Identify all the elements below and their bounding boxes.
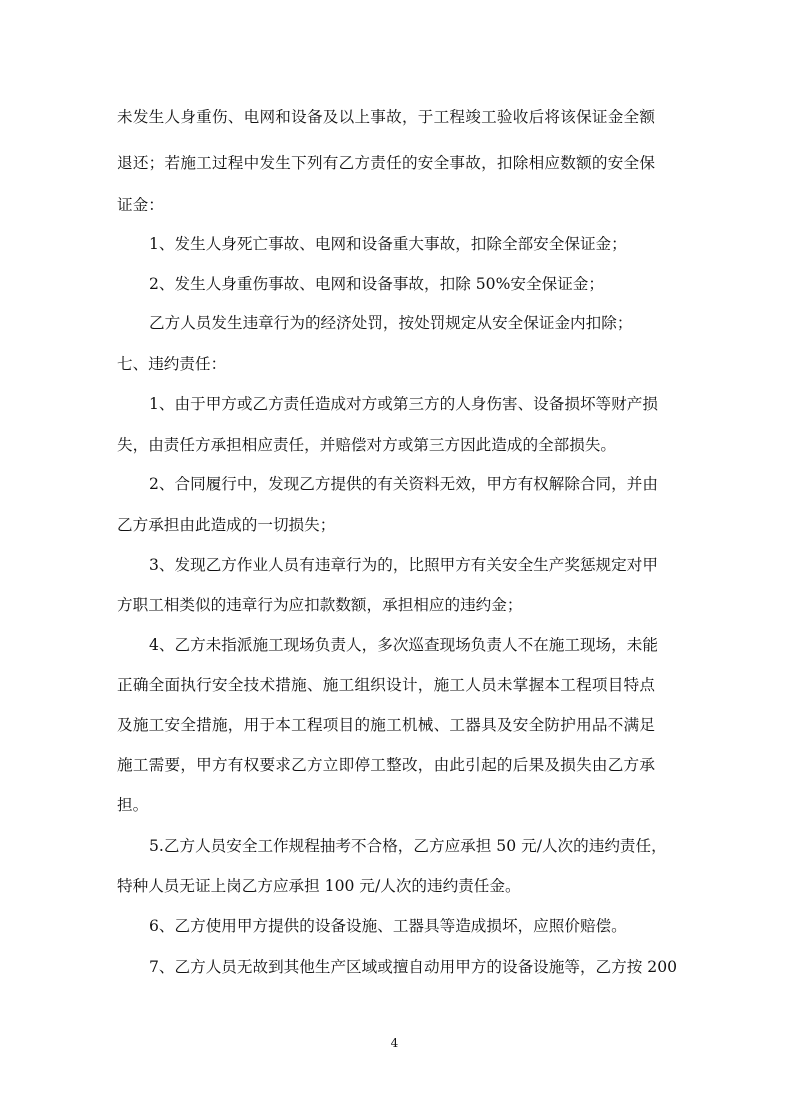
text-line: 正确全面执行安全技术措施、施工组织设计，施工人员未掌握本工程项目特点 (117, 676, 655, 694)
section-heading: 七、违约责任： (117, 355, 227, 373)
page-number: 4 (390, 1036, 399, 1050)
text-line: 方职工相类似的违章行为应扣款数额，承担相应的违约金； (117, 596, 523, 614)
list-item: 3、发现乙方作业人员有违章行为的，比照甲方有关安全生产奖惩规定对甲 (149, 556, 658, 574)
list-item: 1、由于甲方或乙方责任造成对方或第三方的人身伤害、设备损坏等财产损 (149, 395, 658, 413)
list-item: 7、乙方人员无故到其他生产区域或擅自动用甲方的设备设施等，乙方按 200 (149, 958, 678, 976)
list-item: 1、发生人身死亡事故、电网和设备重大事故，扣除全部安全保证金； (149, 235, 627, 253)
list-item: 2、合同履行中，发现乙方提供的有关资料无效，甲方有权解除合同，并由 (149, 475, 658, 493)
list-item: 6、乙方使用甲方提供的设备设施、工器具等造成损坏，应照价赔偿。 (149, 917, 627, 935)
list-item: 4、乙方未指派施工现场负责人，多次巡查现场负责人不在施工现场，未能 (149, 636, 658, 654)
text-line: 乙方人员发生违章行为的经济处罚，按处罚规定从安全保证金内扣除； (149, 314, 633, 332)
list-item: 2、发生人身重伤事故、电网和设备事故，扣除 50%安全保证金； (149, 275, 604, 293)
text-line: 退还；若施工过程中发生下列有乙方责任的安全事故，扣除相应数额的安全保 (117, 154, 655, 172)
text-line: 失，由责任方承担相应责任，并赔偿对方或第三方因此造成的全部损失。 (117, 436, 617, 454)
text-line: 担。 (117, 796, 149, 814)
list-item: 5.乙方人员安全工作规程抽考不合格，乙方应承担 50 元/人次的违约责任， (149, 837, 667, 855)
text-line: 乙方承担由此造成的一切损失； (117, 516, 336, 534)
text-line: 证金： (117, 196, 164, 214)
text-line: 施工需要，甲方有权要求乙方立即停工整改，由此引起的后果及损失由乙方承 (117, 756, 655, 774)
text-line: 及施工安全措施，用于本工程项目的施工机械、工器具及安全防护用品不满足 (117, 716, 655, 734)
text-line: 未发生人身重伤、电网和设备及以上事故，于工程竣工验收后将该保证金全额 (117, 108, 655, 126)
text-line: 特种人员无证上岗乙方应承担 100 元/人次的违约责任金。 (117, 877, 521, 895)
